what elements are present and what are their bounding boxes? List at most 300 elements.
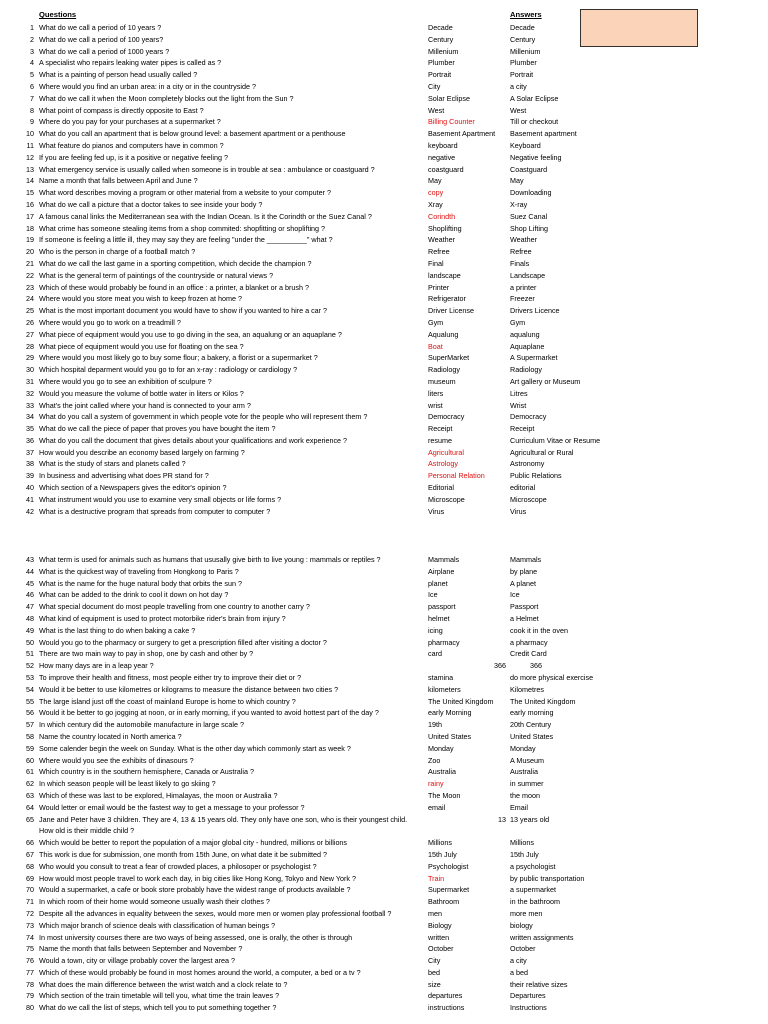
- given-answer: October: [428, 944, 454, 954]
- question-row: [0, 329, 768, 341]
- question-text: Would you go to the pharmacy or surgery to get a prescription filled after visiting a doctor ?: [39, 637, 327, 647]
- given-answer: Basement Apartment: [428, 129, 496, 139]
- correct-answer: Portrait: [510, 70, 534, 80]
- given-answer: keyboard: [428, 140, 458, 150]
- question-number: 50: [26, 637, 34, 647]
- given-answer: Bathroom: [428, 897, 460, 907]
- question-text: How many days are in a leap year ?: [39, 661, 154, 671]
- correct-answer: Agricultural or Rural: [510, 447, 574, 457]
- question-text: What do we call the list of steps, which tell you to put something together ?: [39, 1003, 277, 1013]
- question-text: The large island just off the coast of mainland Europe is home to which country ?: [39, 696, 296, 706]
- given-answer: Billing Counter: [428, 117, 475, 127]
- question-number: 71: [26, 897, 34, 907]
- given-answer: kilometers: [428, 684, 461, 694]
- question-text: What is the quickest way of traveling from Hongkong to Paris ?: [39, 566, 239, 576]
- correct-answer: 366: [530, 661, 542, 671]
- question-row: [0, 814, 768, 838]
- question-row: [0, 696, 768, 708]
- correct-answer: Downloading: [510, 188, 552, 198]
- question-row: [0, 152, 768, 164]
- question-row: [0, 908, 768, 920]
- question-text: What point of compass is directly opposite to East ?: [39, 105, 204, 115]
- correct-answer: by public transportation: [510, 873, 585, 883]
- given-answer: Aqualung: [428, 329, 459, 339]
- question-row: [0, 400, 768, 412]
- given-answer: Portrait: [428, 70, 452, 80]
- question-text: A specialist who repairs leaking water pipes is called as ?: [39, 58, 222, 68]
- question-number: 32: [26, 388, 34, 398]
- question-row: [0, 411, 768, 423]
- question-number: 31: [26, 376, 34, 386]
- question-number: 79: [26, 991, 34, 1001]
- question-row: [0, 57, 768, 69]
- question-text: Which would be better to report the population of a major global city - hundred, millions or billions: [39, 838, 348, 848]
- question-text: To improve their health and fitness, most people either try to improve their diet or ?: [39, 672, 302, 682]
- correct-answer: West: [510, 105, 527, 115]
- question-text: What is the last thing to do when baking a cake ?: [39, 625, 196, 635]
- question-number: 11: [26, 140, 34, 150]
- given-answer: United States: [428, 731, 472, 741]
- question-row: [0, 305, 768, 317]
- question-text: If someone is feeling a little ill, they may say they are feeling "under the __________" what ?: [39, 235, 333, 245]
- correct-answer: October: [510, 944, 536, 954]
- correct-answer: Finals: [510, 258, 530, 268]
- given-answer: Monday: [428, 743, 454, 753]
- given-answer: instructions: [428, 1003, 465, 1013]
- question-number: 74: [26, 932, 34, 942]
- correct-answer: Departures: [510, 991, 546, 1001]
- question-text: Who would you consult to treat a fear of crowded places, a philosoper or psychologist ?: [39, 861, 317, 871]
- question-number: 60: [26, 755, 34, 765]
- given-answer: Astrology: [428, 459, 458, 469]
- correct-answer: Curriculum Vitae or Resume: [510, 435, 601, 445]
- question-row: [0, 589, 768, 601]
- question-row: [0, 943, 768, 955]
- correct-answer: Drivers Licence: [510, 306, 560, 316]
- question-row: [0, 234, 768, 246]
- question-text: In which room of their home would someone usually wash their clothes ?: [39, 897, 270, 907]
- given-answer: West: [428, 105, 445, 115]
- given-answer: Airplane: [428, 566, 455, 576]
- question-row: [0, 990, 768, 1002]
- given-answer: Microscope: [428, 494, 465, 504]
- question-text: If you are feeling fed up, is it a positive or negative feeling ?: [39, 152, 228, 162]
- given-answer: Editorial: [428, 483, 454, 493]
- correct-answer: Kilometres: [510, 684, 544, 694]
- given-answer: Xray: [428, 199, 443, 209]
- correct-answer: Ice: [510, 590, 520, 600]
- question-text: What can be added to the drink to cool it down on hot day ?: [39, 590, 229, 600]
- correct-answer: Freezer: [510, 294, 535, 304]
- correct-answer: Receipt: [510, 424, 535, 434]
- given-answer: Australia: [428, 767, 456, 777]
- correct-answer: Millenium: [510, 46, 541, 56]
- question-row: [0, 979, 768, 991]
- question-number: 65: [26, 814, 34, 824]
- question-number: 25: [26, 306, 34, 316]
- question-number: 10: [26, 129, 34, 139]
- question-row: [0, 223, 768, 235]
- given-answer: Decade: [428, 23, 453, 32]
- questions-header: Questions: [39, 10, 77, 19]
- given-answer: coastguard: [428, 164, 464, 174]
- given-answer: Ice: [428, 590, 438, 600]
- question-text: What's the joint called where your hand is connected to your arm ?: [39, 400, 251, 410]
- question-text: In most university courses there are two ways of being assessed, one is orally, the other is through: [39, 932, 353, 942]
- correct-answer: 15th July: [510, 849, 539, 859]
- question-number: 26: [26, 317, 34, 327]
- question-text: Which of these would probably be found in an office : a printer, a blanket or a brush ?: [39, 282, 309, 292]
- question-text: What do we call a picture that a doctor takes to see inside your body ?: [39, 199, 263, 209]
- correct-answer: Coastguard: [510, 164, 548, 174]
- question-number: 13: [26, 164, 34, 174]
- given-answer: Boat: [428, 341, 443, 351]
- correct-answer: a city: [510, 81, 527, 91]
- question-number: 69: [26, 873, 34, 883]
- given-answer: City: [428, 81, 441, 91]
- question-row: [0, 731, 768, 743]
- given-answer: Radiology: [428, 365, 460, 375]
- correct-answer: X-ray: [510, 199, 528, 209]
- question-text: What do you call an apartment that is below ground level: a basement apartment or a penthouse: [39, 129, 346, 139]
- question-text: In which century did the automobile manufacture in large scale ?: [39, 720, 244, 730]
- question-row: [0, 719, 768, 731]
- given-answer: Personal Relation: [428, 471, 485, 481]
- question-number: 40: [26, 483, 34, 493]
- question-number: 22: [26, 270, 34, 280]
- correct-answer: A planet: [510, 578, 536, 588]
- given-answer: 15th July: [428, 849, 457, 859]
- question-text: What do you call a system of government in which people vote for the people who will represent them ?: [39, 412, 368, 422]
- correct-answer: 20th Century: [510, 720, 552, 730]
- correct-answer: May: [510, 176, 524, 186]
- question-row: [0, 46, 768, 58]
- question-number: 8: [30, 105, 34, 115]
- given-answer: departures: [428, 991, 463, 1001]
- question-text: What do we call a period of 1000 years ?: [39, 46, 170, 56]
- question-text: Where would you find an urban area: in a city or in the countryside ?: [39, 81, 256, 91]
- question-row: [0, 932, 768, 944]
- question-text: Jane and Peter have 3 children. They are 4, 13 & 15 years old. They only have one son, who is their youngest child. How old is their middle child ?: [39, 814, 408, 836]
- given-answer: The Moon: [428, 790, 461, 800]
- question-number: 66: [26, 838, 34, 848]
- question-text: What crime has someone stealing items from a shop commited: shopfitting or shoplifting ?: [39, 223, 326, 233]
- given-answer: Millenium: [428, 46, 459, 56]
- given-answer: Refrigerator: [428, 294, 466, 304]
- correct-answer: a bed: [510, 967, 528, 977]
- question-row: [0, 613, 768, 625]
- question-number: 52: [26, 661, 34, 671]
- question-text: What is a destructive program that spreads from computer to computer ?: [39, 506, 271, 516]
- given-answer: Mammals: [428, 555, 460, 564]
- question-number: 5: [30, 70, 34, 80]
- given-answer: email: [428, 802, 446, 812]
- question-number: 75: [26, 944, 34, 954]
- question-row: [0, 802, 768, 814]
- question-row: [0, 164, 768, 176]
- given-answer: Psychologist: [428, 861, 469, 871]
- question-number: 39: [26, 471, 34, 481]
- question-number: 20: [26, 247, 34, 257]
- question-row: [0, 707, 768, 719]
- question-text: Where would you most likely go to buy some flour; a bakery, a florist or a supermarket ?: [39, 353, 318, 363]
- question-text: Which major branch of science deals with classification of human beings ?: [39, 920, 276, 930]
- given-answer: Refree: [428, 247, 450, 257]
- correct-answer: Credit Card: [510, 649, 547, 659]
- correct-answer: Suez Canal: [510, 211, 548, 221]
- question-number: 53: [26, 672, 34, 682]
- correct-answer: their relative sizes: [510, 979, 568, 989]
- given-answer: size: [428, 979, 441, 989]
- question-text: What is the study of stars and planets called ?: [39, 459, 186, 469]
- question-text: How would most people travel to work each day, in big cities like Hong Kong, Tokyo and New York ?: [39, 873, 356, 883]
- question-text: This work is due for submission, one month from 15th June, on what date it be submitted ?: [39, 849, 328, 859]
- question-row: [0, 140, 768, 152]
- question-number: 35: [26, 424, 34, 434]
- question-number: 56: [26, 708, 34, 718]
- correct-answer: Monday: [510, 743, 536, 753]
- given-answer: negative: [428, 152, 456, 162]
- correct-answer: Litres: [510, 388, 528, 398]
- question-text: Despite all the advances in equality between the sexes, would more men or women play professional football ?: [39, 908, 392, 918]
- correct-answer: 13 years old: [510, 814, 550, 824]
- question-text: Where would you go to see an exhibition of sculpure ?: [39, 376, 212, 386]
- question-row: [0, 470, 768, 482]
- correct-answer: Wrist: [510, 400, 527, 410]
- correct-answer: biology: [510, 920, 533, 930]
- given-answer: rainy: [428, 779, 444, 789]
- given-answer: 19th: [428, 720, 442, 730]
- question-row: [0, 352, 768, 364]
- question-number: 21: [26, 258, 34, 268]
- question-row: [0, 458, 768, 470]
- correct-answer: Decade: [510, 23, 535, 32]
- question-number: 37: [26, 447, 34, 457]
- correct-answer: in summer: [510, 779, 544, 789]
- correct-answer: by plane: [510, 566, 538, 576]
- correct-answer: the moon: [510, 790, 540, 800]
- question-row: [0, 258, 768, 270]
- question-row: [0, 778, 768, 790]
- question-row: [0, 22, 768, 34]
- question-number: 43: [26, 555, 34, 564]
- question-row: [0, 341, 768, 353]
- question-number: 33: [26, 400, 34, 410]
- given-answer: Supermarket: [428, 885, 470, 895]
- correct-answer: a printer: [510, 282, 537, 292]
- question-text: Which hospital deparment would you go to for an x-ray : radiology or cardiology ?: [39, 365, 298, 375]
- question-number: 45: [26, 578, 34, 588]
- correct-answer: editorial: [510, 483, 536, 493]
- correct-answer: Instructions: [510, 1003, 547, 1013]
- question-row: [0, 672, 768, 684]
- correct-answer: A Supermarket: [510, 353, 558, 363]
- given-answer: Zoo: [428, 755, 441, 765]
- question-number: 42: [26, 506, 34, 516]
- question-row: [0, 246, 768, 258]
- question-number: 15: [26, 188, 34, 198]
- question-row: [0, 482, 768, 494]
- correct-answer: a pharmacy: [510, 637, 548, 647]
- given-answer: helmet: [428, 613, 450, 623]
- question-number: 70: [26, 885, 34, 895]
- correct-answer: cook it in the oven: [510, 625, 568, 635]
- question-number: 23: [26, 282, 34, 292]
- question-number: 72: [26, 908, 34, 918]
- question-row: [0, 578, 768, 590]
- given-answer: card: [428, 649, 442, 659]
- given-answer: 13: [498, 814, 506, 824]
- question-number: 9: [30, 117, 34, 127]
- question-text: Would it be better to go jogging at noon, or in early morning, if you wanted to avoid hottest part of the day ?: [39, 708, 379, 718]
- given-answer: men: [428, 908, 442, 918]
- question-row: [0, 376, 768, 388]
- question-row: [0, 270, 768, 282]
- question-row: [0, 566, 768, 578]
- question-number: 30: [26, 365, 34, 375]
- question-row: [0, 684, 768, 696]
- question-number: 44: [26, 566, 34, 576]
- question-row: [0, 837, 768, 849]
- question-row: [0, 175, 768, 187]
- question-text: Would it be better to use kilometres or kilograms to measure the distance between two cities ?: [39, 684, 339, 694]
- question-text: In business and advertising what does PR stand for ?: [39, 471, 209, 481]
- question-number: 12: [26, 152, 34, 162]
- question-number: 16: [26, 199, 34, 209]
- correct-answer: Mammals: [510, 555, 542, 564]
- given-answer: Plumber: [428, 58, 455, 68]
- correct-answer: a supermarket: [510, 885, 556, 895]
- given-answer: The United Kingdom: [428, 696, 494, 706]
- given-answer: written: [428, 932, 450, 942]
- question-row: [0, 93, 768, 105]
- question-row: [0, 34, 768, 46]
- question-list-1: [0, 22, 768, 517]
- given-answer: SuperMarket: [428, 353, 470, 363]
- question-text: There are two main way to pay in shop, one by cash and other by ?: [39, 649, 254, 659]
- question-text: Where would you go to work on a treadmill ?: [39, 317, 181, 327]
- question-number: 18: [26, 223, 34, 233]
- given-answer: May: [428, 176, 442, 186]
- question-row: [0, 187, 768, 199]
- question-number: 29: [26, 353, 34, 363]
- question-number: 7: [30, 93, 34, 103]
- correct-answer: Negative feeling: [510, 152, 562, 162]
- question-text: What piece of equipment would you use to go diving in the sea, an aqualung or an aquaplane ?: [39, 329, 342, 339]
- question-row: [0, 282, 768, 294]
- correct-answer: a psychologist: [510, 861, 556, 871]
- given-answer: liters: [428, 388, 444, 398]
- question-text: Which of these would probably be found in most homes around the world, a computer, a bed or a tv ?: [39, 967, 361, 977]
- question-number: 54: [26, 684, 34, 694]
- question-text: Name a month that falls between April and June ?: [39, 176, 198, 186]
- question-text: Which country is in the southern hemisphere, Canada or Australia ?: [39, 767, 254, 777]
- question-row: [0, 293, 768, 305]
- question-row: [0, 116, 768, 128]
- question-row: [0, 128, 768, 140]
- given-answer: passport: [428, 602, 456, 612]
- given-answer: Driver License: [428, 306, 474, 316]
- question-text: What term is used for animals such as humans that ususally give birth to live young : mammals or reptiles ?: [39, 555, 381, 564]
- given-answer: landscape: [428, 270, 461, 280]
- question-text: What kind of equipment is used to protect motorbike rider's brain from injury ?: [39, 613, 286, 623]
- question-text: Would letter or email would be the fastest way to get a message to your professor ?: [39, 802, 305, 812]
- question-text: What do we call it when the Moon completely blocks out the light from the Sun ?: [39, 93, 294, 103]
- correct-answer: more men: [510, 908, 543, 918]
- question-text: What do we call the last game in a sporting competition, which decide the champion ?: [39, 258, 312, 268]
- question-row: [0, 873, 768, 885]
- question-number: 17: [26, 211, 34, 221]
- question-row: [0, 955, 768, 967]
- question-text: What emergency service is usually called when someone is in trouble at sea : ambulance or coastguard ?: [39, 164, 375, 174]
- question-text: In which season people will be least likely to go skiing ?: [39, 779, 216, 789]
- question-row: [0, 884, 768, 896]
- correct-answer: Till or checkout: [510, 117, 559, 127]
- question-text: What does the main difference between the wrist watch and a clock relate to ?: [39, 979, 288, 989]
- given-answer: early Morning: [428, 708, 472, 718]
- question-text: What is a painting of person head usually called ?: [39, 70, 198, 80]
- question-number: 73: [26, 920, 34, 930]
- question-text: What do we call a period of 10 years ?: [39, 23, 162, 32]
- question-number: 80: [26, 1003, 34, 1013]
- question-number: 2: [30, 34, 34, 44]
- given-answer: Receipt: [428, 424, 453, 434]
- given-answer: Gym: [428, 317, 444, 327]
- question-text: Name the country located in North america ?: [39, 731, 182, 741]
- question-text: What word describes moving a program or other material from a website to your computer ?: [39, 188, 332, 198]
- given-answer: Train: [428, 873, 445, 883]
- given-answer: Printer: [428, 282, 450, 292]
- question-row: [0, 625, 768, 637]
- correct-answer: Microscope: [510, 494, 547, 504]
- question-number: 68: [26, 861, 34, 871]
- given-answer: Agricultural: [428, 447, 464, 457]
- question-text: What is the most important document you would have to show if you wanted to hire a car ?: [39, 306, 328, 316]
- question-text: Which of these was last to be explored, Himalayas, the moon or Australia ?: [39, 790, 278, 800]
- question-row: [0, 317, 768, 329]
- question-row: [0, 506, 768, 518]
- correct-answer: a city: [510, 956, 527, 966]
- given-answer: wrist: [428, 400, 443, 410]
- given-answer: museum: [428, 376, 456, 386]
- question-number: 28: [26, 341, 34, 351]
- question-row: [0, 790, 768, 802]
- correct-answer: a Helmet: [510, 613, 539, 623]
- question-text: Name the month that falls between September and November ?: [39, 944, 243, 954]
- question-number: 57: [26, 720, 34, 730]
- question-text: What is the general term of paintings of the countryside or natural views ?: [39, 270, 274, 280]
- correct-answer: aqualung: [510, 329, 540, 339]
- correct-answer: Public Relations: [510, 471, 562, 481]
- question-text: What instrument would you use to examine very small objects or life forms ?: [39, 494, 282, 504]
- question-number: 4: [30, 58, 34, 68]
- question-text: Who is the person in charge of a football match ?: [39, 247, 196, 257]
- question-number: 64: [26, 802, 34, 812]
- given-answer: Solar Eclipse: [428, 93, 470, 103]
- correct-answer: Astronomy: [510, 459, 545, 469]
- question-row: [0, 755, 768, 767]
- correct-answer: A Museum: [510, 755, 544, 765]
- correct-answer: Landscape: [510, 270, 546, 280]
- question-number: 38: [26, 459, 34, 469]
- question-number: 36: [26, 435, 34, 445]
- question-number: 63: [26, 790, 34, 800]
- question-text: Which section of the train timetable will tell you, what time the train leaves ?: [39, 991, 280, 1001]
- correct-answer: A Solar Eclipse: [510, 93, 559, 103]
- question-number: 51: [26, 649, 34, 659]
- correct-answer: in the bathroom: [510, 897, 560, 907]
- question-text: Where do you pay for your purchases at a supermarket ?: [39, 117, 221, 127]
